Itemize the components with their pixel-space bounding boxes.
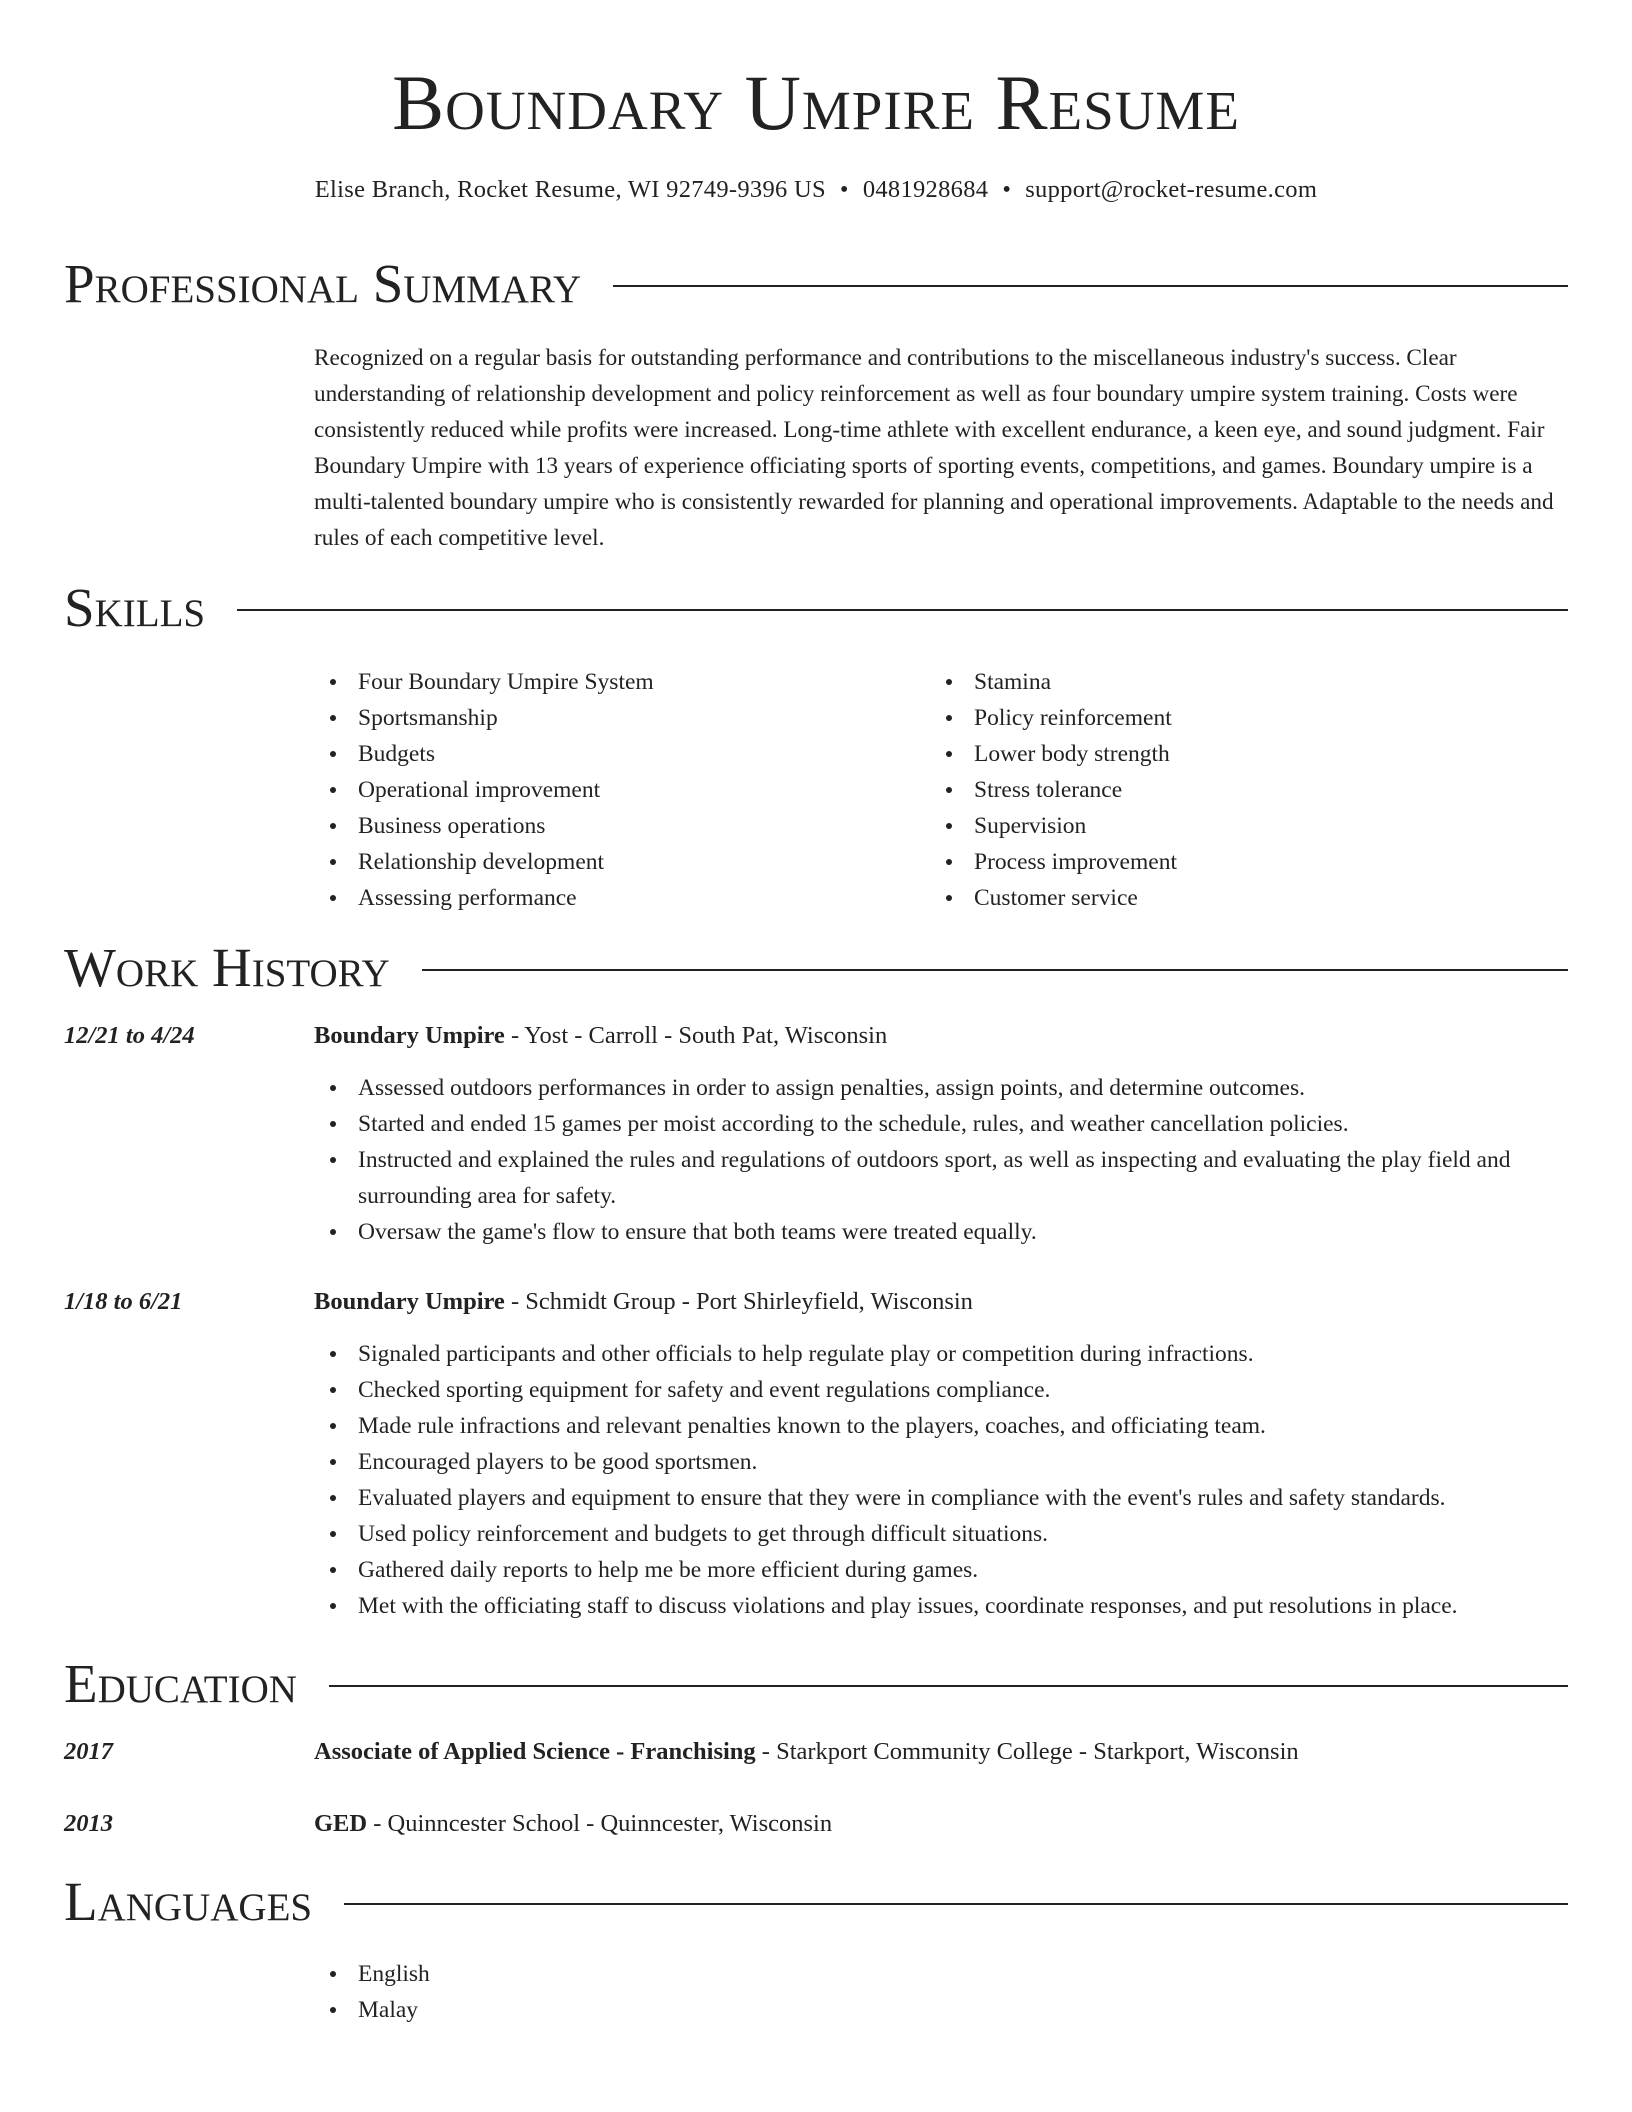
skill-item: Budgets	[314, 736, 914, 772]
skill-item: Supervision	[930, 808, 1530, 844]
skill-item: Assessing performance	[314, 880, 914, 916]
job-duty: Instructed and explained the rules and regulations of outdoors sport, as well as inspecting and evaluating the play field and surrounding area for safety.	[314, 1142, 1576, 1214]
skill-item: Sportsmanship	[314, 700, 914, 736]
job-duty: Started and ended 15 games per moist according to the schedule, rules, and weather cancellation policies.	[314, 1106, 1576, 1142]
contact-separator: •	[1002, 176, 1012, 203]
skill-item: Four Boundary Umpire System	[314, 664, 914, 700]
job-duty: Met with the officiating staff to discuss violations and play issues, coordinate responses, and put resolutions in place.	[314, 1588, 1576, 1624]
skills-list-left	[314, 664, 914, 916]
job-duty: Evaluated players and equipment to ensure that they were in compliance with the event's rules and safety standards.	[314, 1480, 1576, 1516]
education-degree: Associate of Applied Science - Franchising	[314, 1738, 756, 1765]
job-employer: - Yost - Carroll - South Pat, Wisconsin	[504, 1022, 888, 1049]
section-header-education	[64, 1652, 1568, 1716]
job-duty: Gathered daily reports to help me be more efficient during games.	[314, 1552, 1576, 1588]
education-degree: GED	[314, 1810, 368, 1837]
skill-item: Stamina	[930, 664, 1530, 700]
section-title-skills: Skills	[64, 577, 206, 638]
skill-item: Relationship development	[314, 844, 914, 880]
job-duty: Made rule infractions and relevant penalties known to the players, coaches, and officiating team.	[314, 1408, 1576, 1444]
section-divider	[613, 285, 1568, 287]
job-employer: - Schmidt Group - Port Shirleyfield, Wisconsin	[504, 1288, 973, 1315]
job-dates: 12/21 to 4/24	[64, 1022, 195, 1049]
section-title-languages: Languages	[64, 1871, 313, 1932]
job-title: Boundary Umpire	[314, 1288, 505, 1315]
education-school: - Starkport Community College - Starkport, Wisconsin	[755, 1738, 1299, 1765]
education-entry	[314, 1734, 1576, 1770]
skill-item: Business operations	[314, 808, 914, 844]
skill-item: Policy reinforcement	[930, 700, 1530, 736]
education-year: 2013	[64, 1810, 113, 1837]
contact-address: Elise Branch, Rocket Resume, WI 92749-9396 US	[314, 176, 826, 203]
job-duty: Oversaw the game's flow to ensure that both teams were treated equally.	[314, 1214, 1576, 1250]
job-duties	[314, 1070, 1576, 1250]
job-duty: Encouraged players to be good sportsmen.	[314, 1444, 1576, 1480]
job-duty: Checked sporting equipment for safety and event regulations compliance.	[314, 1372, 1576, 1408]
resume-title: Boundary Umpire Resume	[392, 59, 1240, 146]
section-header-work	[64, 936, 1568, 1000]
skill-item: Stress tolerance	[930, 772, 1530, 808]
job-title: Boundary Umpire	[314, 1022, 505, 1049]
job-duty: Signaled participants and other officials to help regulate play or competition during infractions.	[314, 1336, 1576, 1372]
languages-list	[314, 1956, 1576, 2028]
job-dates: 1/18 to 6/21	[64, 1288, 183, 1315]
section-title-education: Education	[64, 1653, 297, 1714]
job-duties	[314, 1336, 1576, 1624]
section-divider	[329, 1685, 1568, 1687]
section-title-summary: Professional Summary	[64, 253, 582, 314]
skill-item: Process improvement	[930, 844, 1530, 880]
language-item: English	[314, 1956, 1576, 1992]
contact-phone: 0481928684	[862, 176, 989, 203]
contact-separator: •	[839, 176, 849, 203]
summary-text: Recognized on a regular basis for outstanding performance and contributions to the miscellaneous industry's success. Clear understanding of relationship development and policy reinforcement as well as four boundary umpire system training. Costs were consistently reduced while profits were increased. Long-time athlete with excellent endurance, a keen eye, and sound judgment. Fair Boundary Umpire with 13 years of experience officiating sports of sporting events, competitions, and games. Boundary umpire is a multi-talented boundary umpire who is consistently rewarded for planning and operational improvements. Adaptable to the needs and rules of each competitive level.	[314, 345, 1554, 551]
skill-item: Customer service	[930, 880, 1530, 916]
section-divider	[237, 609, 1568, 611]
contact-email: support@rocket-resume.com	[1025, 176, 1318, 203]
section-header-skills	[64, 576, 1568, 640]
job-heading	[314, 1284, 1576, 1320]
job-duty: Used policy reinforcement and budgets to get through difficult situations.	[314, 1516, 1576, 1552]
skill-item: Operational improvement	[314, 772, 914, 808]
education-entry	[314, 1806, 1576, 1842]
section-title-work: Work History	[64, 937, 390, 998]
section-header-languages	[64, 1870, 1568, 1934]
section-header-summary	[64, 252, 1568, 316]
section-divider	[422, 969, 1568, 971]
skill-item: Lower body strength	[930, 736, 1530, 772]
education-school: - Quinncester School - Quinncester, Wisconsin	[367, 1810, 833, 1837]
education-year: 2017	[64, 1738, 113, 1765]
language-item: Malay	[314, 1992, 1576, 2028]
skills-list-right	[930, 664, 1530, 916]
section-divider	[344, 1903, 1568, 1905]
job-heading	[314, 1018, 1576, 1054]
job-duty: Assessed outdoors performances in order to assign penalties, assign points, and determine outcomes.	[314, 1070, 1576, 1106]
contact-line	[0, 174, 1632, 206]
